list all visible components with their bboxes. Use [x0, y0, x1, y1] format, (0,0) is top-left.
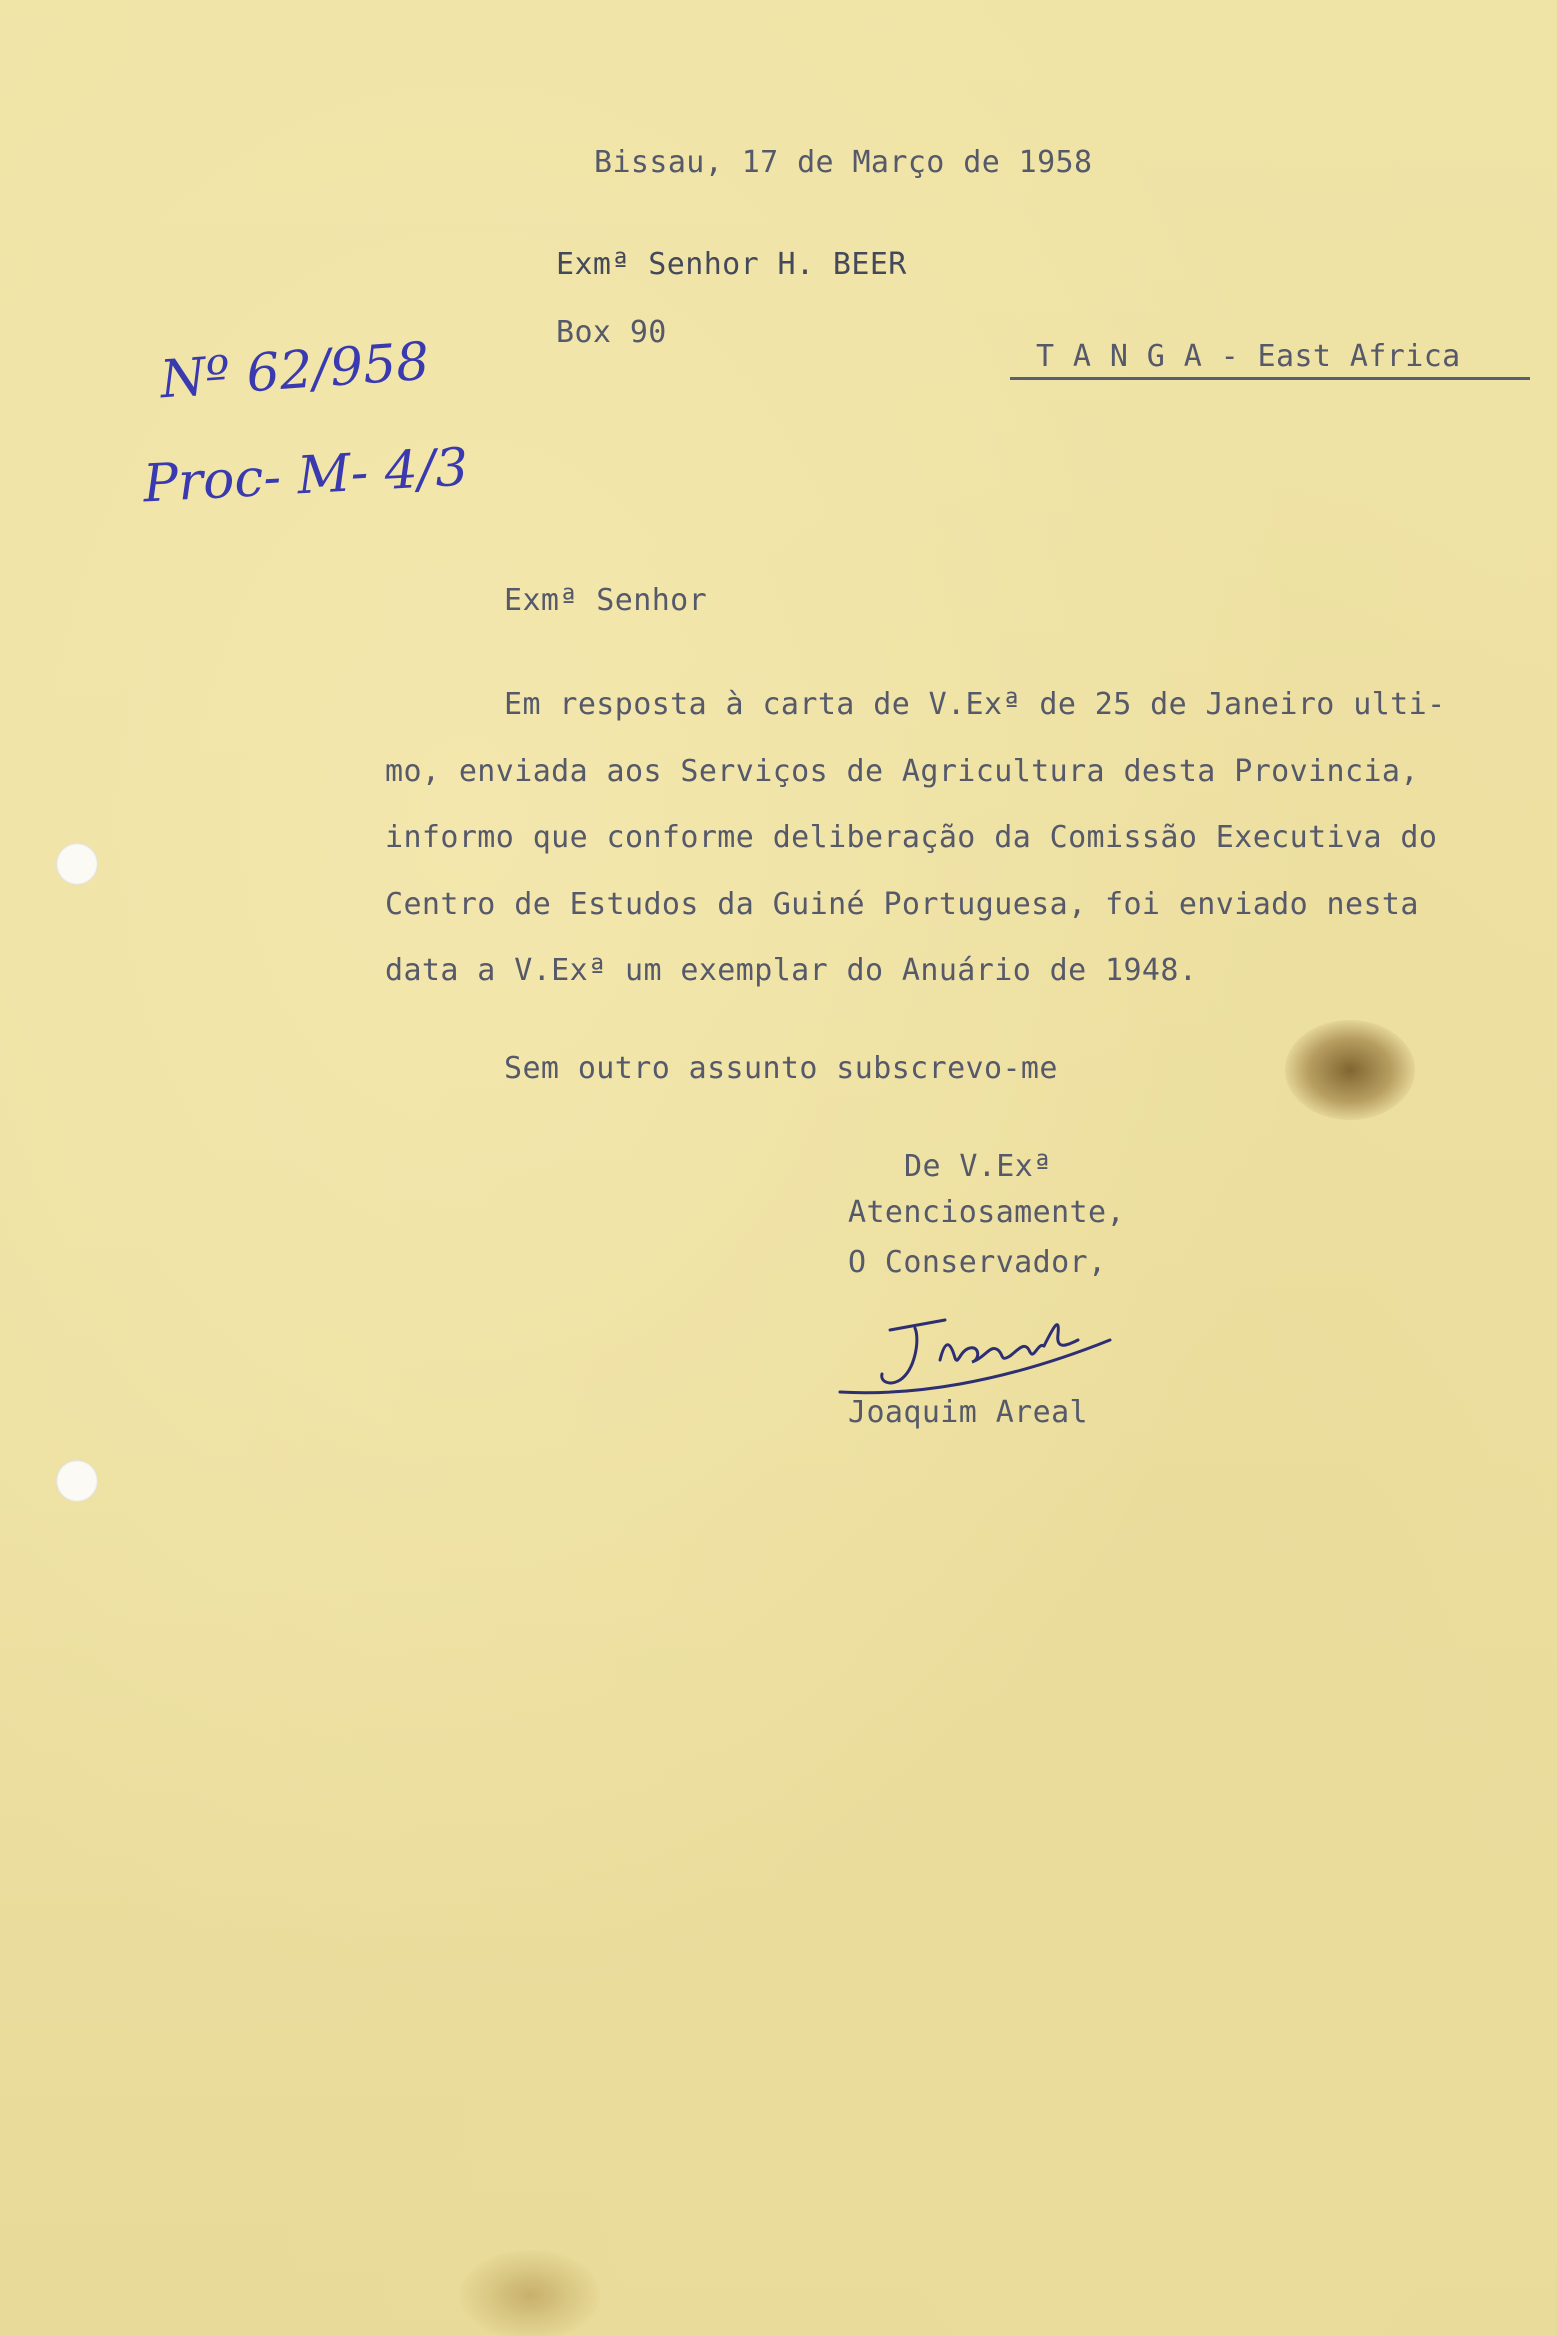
signature-scribble	[820, 1300, 1140, 1410]
recipient-name: Exmª Senhor H. BEER	[556, 247, 907, 282]
body-line: informo que conforme deliberação da Comissão Executiva do	[385, 820, 1438, 855]
location-underline	[1010, 377, 1530, 380]
closing-line: Sem outro assunto subscrevo-me	[504, 1051, 1058, 1086]
recipient-box: Box 90	[556, 315, 667, 350]
body-line: Centro de Estudos da Guiné Portuguesa, foi enviado nesta	[385, 887, 1419, 922]
valediction-line: O Conservador,	[848, 1245, 1107, 1280]
body-line: mo, enviada aos Serviços de Agricultura desta Provincia,	[385, 754, 1419, 789]
valediction-line: Atenciosamente,	[848, 1195, 1125, 1230]
body-line: Em resposta à carta de V.Exª de 25 de Janeiro ulti-	[504, 687, 1446, 722]
stain-spot	[1285, 1020, 1415, 1120]
body-line: data a V.Exª um exemplar do Anuário de 1948.	[385, 953, 1198, 988]
handwritten-process-code: Proc- M- 4/3	[141, 437, 470, 515]
stain-bottom	[460, 2250, 600, 2336]
punch-hole-lower	[56, 1460, 98, 1502]
valediction-line: De V.Exª	[904, 1149, 1052, 1184]
recipient-location: T A N G A - East Africa	[1036, 339, 1461, 374]
punch-hole-upper	[56, 843, 98, 885]
salutation: Exmª Senhor	[504, 583, 708, 618]
place-date: Bissau, 17 de Março de 1958	[594, 145, 1093, 180]
signatory-name: Joaquim Areal	[848, 1395, 1088, 1430]
handwritten-reference-number: Nº 62/958	[158, 331, 432, 411]
